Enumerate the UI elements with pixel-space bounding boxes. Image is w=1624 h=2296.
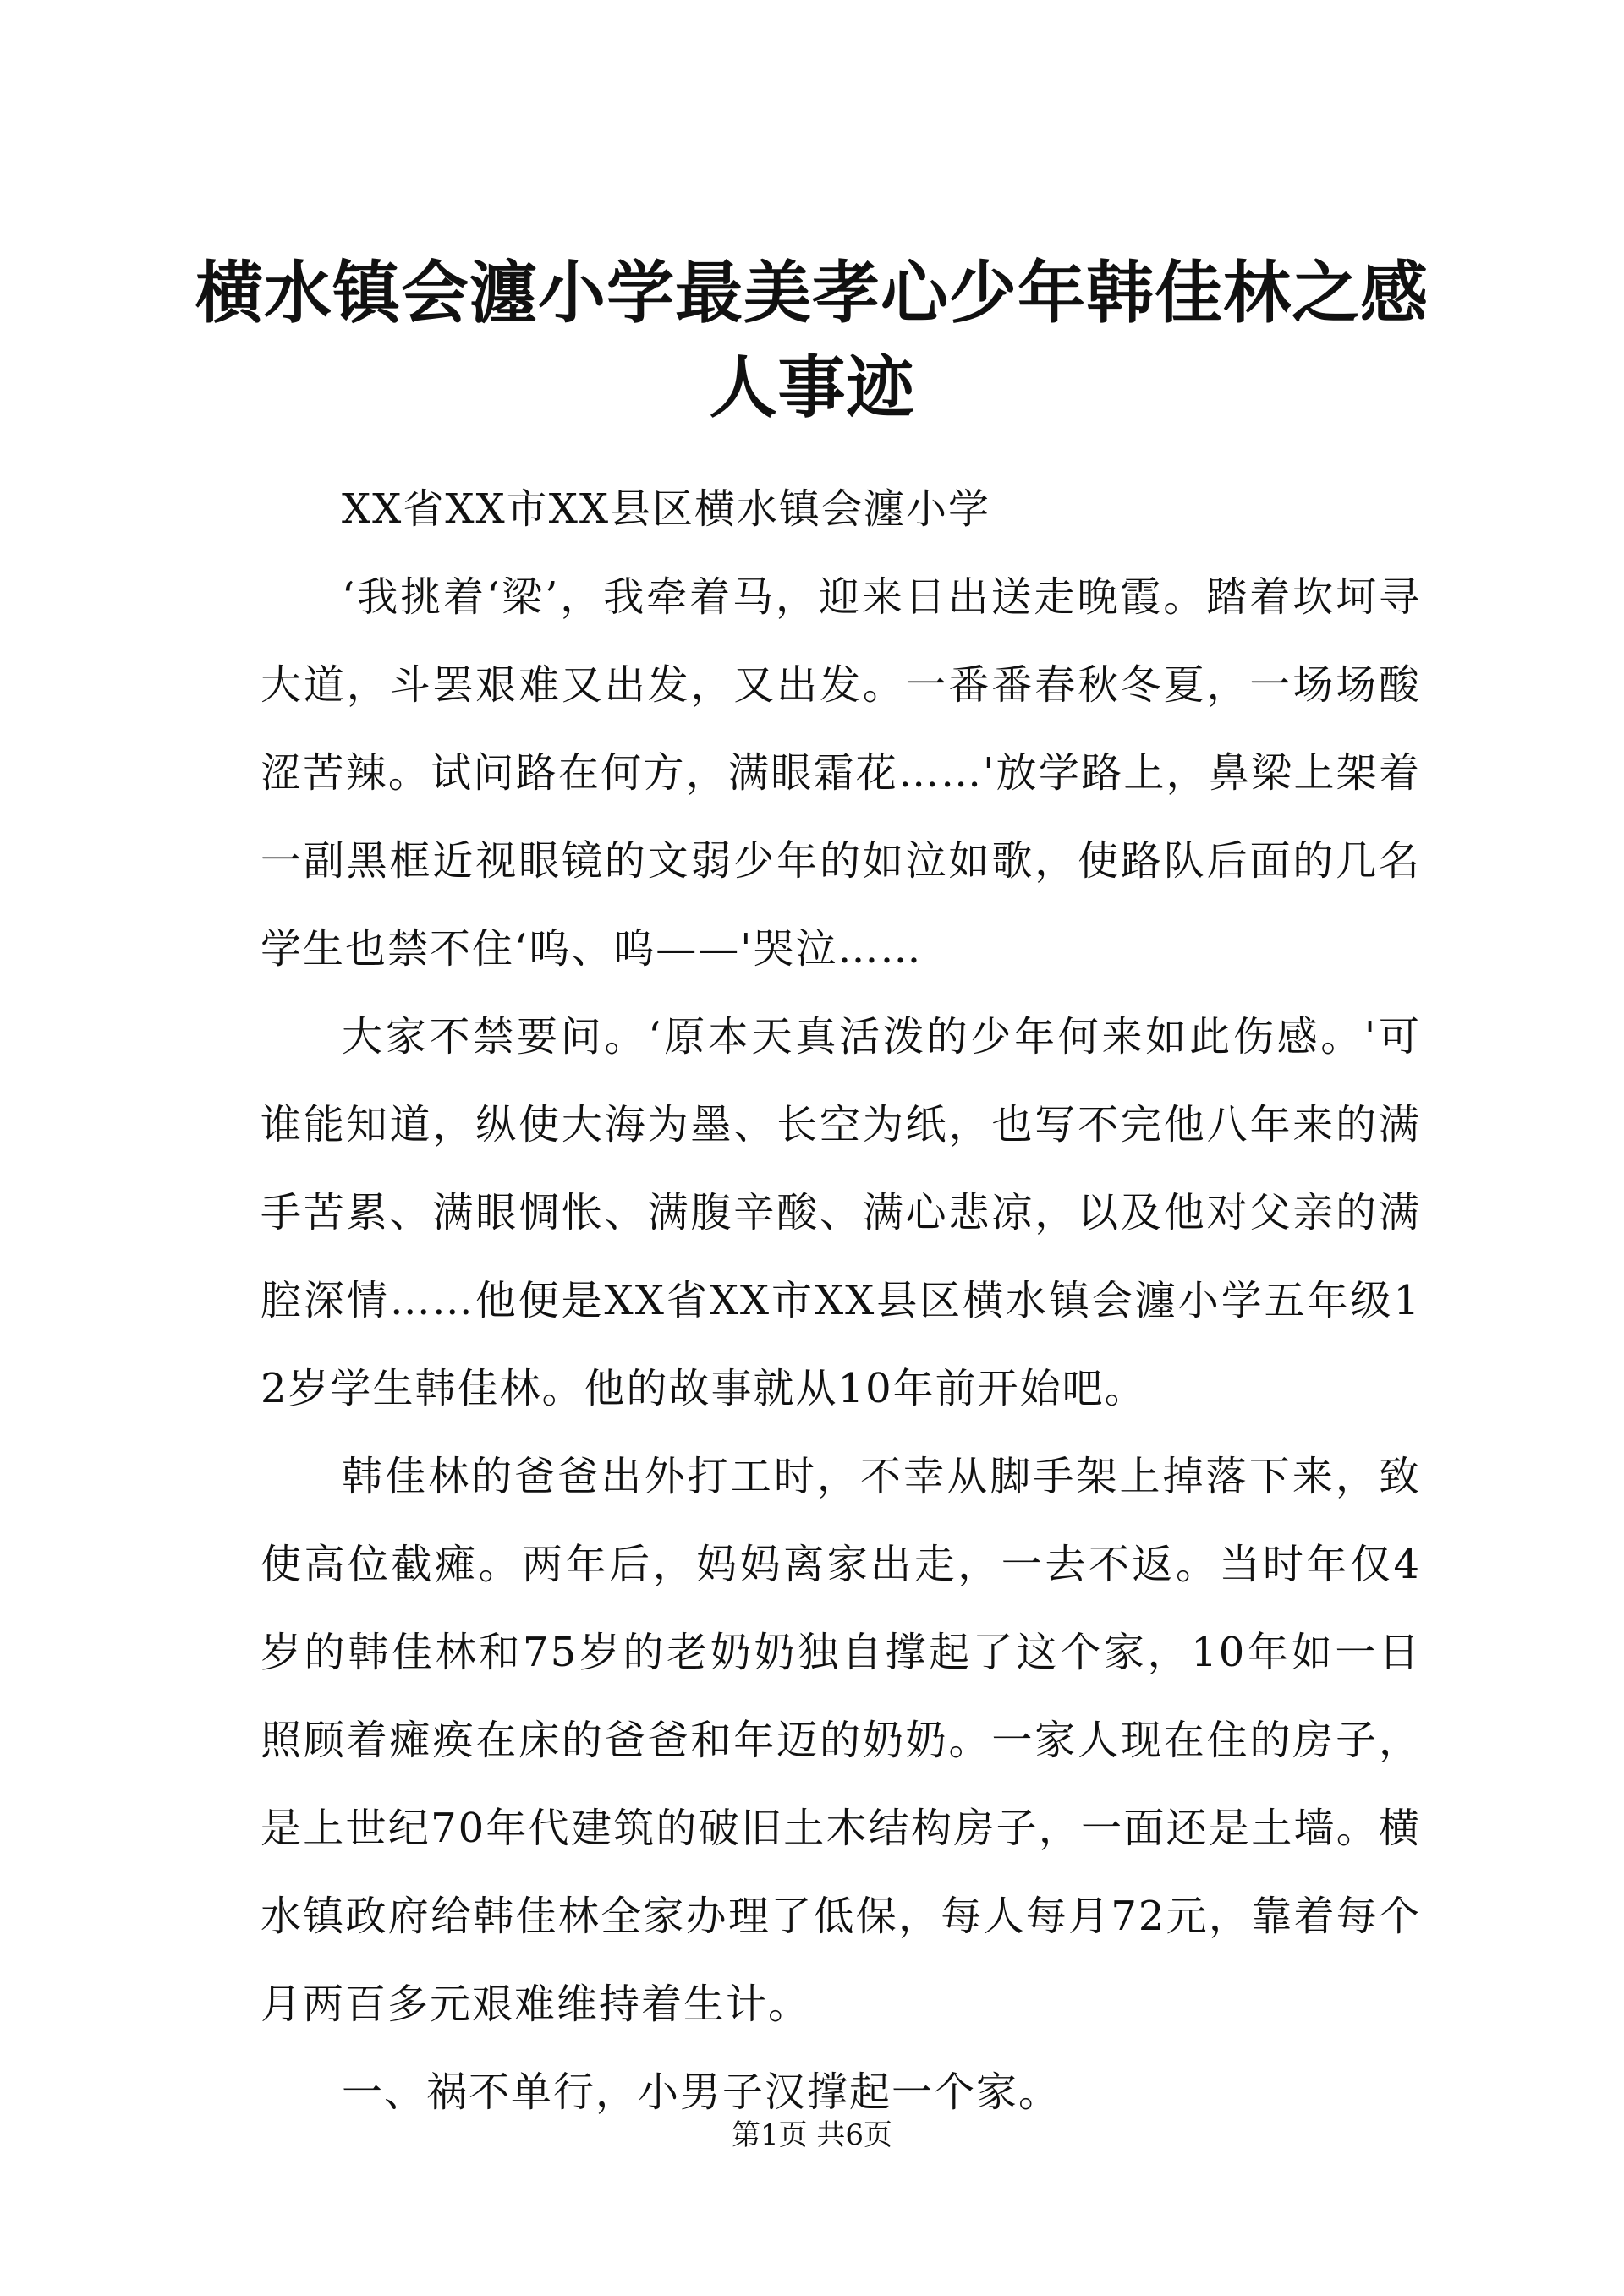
body-paragraph-question: 大家不禁要问。‘原本天真活泼的少年何来如此伤感。'可谁能知道，纵使大海为墨、长空为纸，也写不完他八年来的满手苦累、满眼惆怅、满腹辛酸、满心悲凉，以及他对父亲的满腔深情……他便是XX省XX市XX县区横水镇会瀍小学五年级12岁学生韩佳林。他的故事就从10年前开始吧。 — [261, 1013, 1421, 1412]
document-title: 横水镇会瀍小学最美孝心少年韩佳林之感人事迹 — [195, 253, 1429, 427]
body-paragraph-song: ‘我挑着‘梁’，我牵着马，迎来日出送走晚霞。踏着坎坷寻大道，斗罢艰难又出发，又出发。一番番春秋冬夏，一场场酸涩苦辣。试问路在何方，满眼霜花……'放学路上，鼻梁上架着一副黑框近视眼镜的文弱少年的如泣如歌，使路队后面的几名学生也禁不住‘呜、呜——'哭泣…… — [261, 573, 1421, 973]
body-paragraph-family: 韩佳林的爸爸出外打工时，不幸从脚手架上掉落下来，致使高位截瘫。两年后，妈妈离家出走，一去不返。当时年仅4岁的韩佳林和75岁的老奶奶独自撑起了这个家，10年如一日照顾着瘫痪在床的爸爸和年迈的奶奶。一家人现在住的房子，是上世纪70年代建筑的破旧土木结构房子，一面还是土墙。横水镇政府给韩佳林全家办理了低保，每人每月72元，靠着每个月两百多元艰难维持着生计。 — [261, 1453, 1421, 2028]
school-address-line: XX省XX市XX县区横水镇会瀍小学 — [342, 485, 991, 533]
document-body — [261, 465, 1421, 2136]
page-footer: 第1页 共6页 — [731, 2118, 893, 2152]
section-heading: 一、祸不单行，小男子汉撑起一个家。 — [342, 2069, 1062, 2116]
